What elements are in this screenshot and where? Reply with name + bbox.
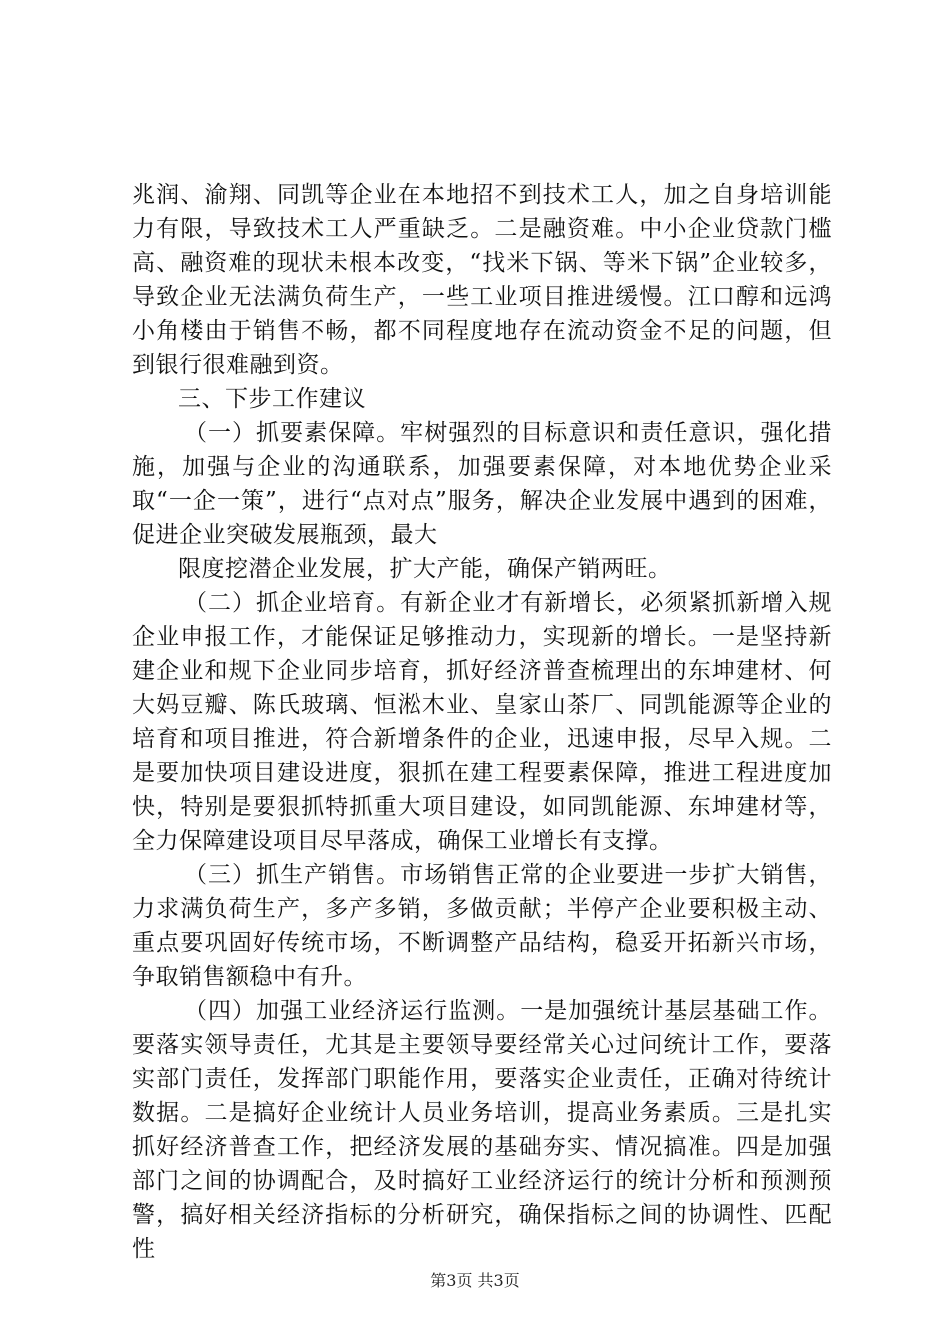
page-footer: 第3页 共3页 [430,1271,520,1290]
section-heading: 三、下步工作建议 [178,386,366,412]
paragraph-continuation: 兆润、渝翔、同凯等企业在本地招不到技术工人，加之自身培训能力有限，导致技术工人严重缺乏。二是融资难。中小企业贷款门槛高、融资难的现状未根本改变，“找米下锅、等米下锅”企业较多，导致企业无法满负荷生产，一些工业项目推进缓慢。江口醇和远鸿小角楼由于销售不畅，都不同程度地存在流动资金不足的问题，但到银行很难融到资。 [132,182,832,378]
paragraph-item-3: （三）抓生产销售。市场销售正常的企业要进一步扩大销售，力求满负荷生产，多产多销，多做贡献；半停产企业要积极主动、重点要巩固好传统市场，不断调整产品结构，稳妥开拓新兴市场，争取销售额稳中有升。 [132,862,832,990]
document-body [132,178,832,1266]
paragraph-item-1-continued: 限度挖潜企业发展，扩大产能，确保产销两旺。 [178,556,672,582]
paragraph-item-2: （二）抓企业培育。有新企业才有新增长，必须紧抓新增入规企业申报工作，才能保证足够推动力，实现新的增长。一是坚持新建企业和规下企业同步培育，抓好经济普查梳理出的东坤建材、何大妈豆瓣、陈氏玻璃、恒淞木业、皇家山茶厂、同凯能源等企业的培育和项目推进，符合新增条件的企业，迅速申报，尽早入规。二是要加快项目建设进度，狠抓在建工程要素保障，推进工程进度加快，特别是要狠抓特抓重大项目建设，如同凯能源、东坤建材等，全力保障建设项目尽早落成，确保工业增长有支撑。 [132,590,832,854]
paragraph-item-4: （四）加强工业经济运行监测。一是加强统计基层基础工作。要落实领导责任，尤其是主要领导要经常关心过问统计工作，要落实部门责任，发挥部门职能作用，要落实企业责任，正确对待统计数据。二是搞好企业统计人员业务培训，提高业务素质。三是扎实抓好经济普查工作，把经济发展的基础夯实、情况搞准。四是加强部门之间的协调配合，及时搞好工业经济运行的统计分析和预测预警，搞好相关经济指标的分析研究，确保指标之间的协调性、匹配性 [132,998,832,1262]
paragraph-item-1: （一）抓要素保障。牢树强烈的目标意识和责任意识，强化措施，加强与企业的沟通联系，加强要素保障，对本地优势企业采取“一企一策”，进行“点对点”服务，解决企业发展中遇到的困难，促进企业突破发展瓶颈，最大 [132,420,832,548]
